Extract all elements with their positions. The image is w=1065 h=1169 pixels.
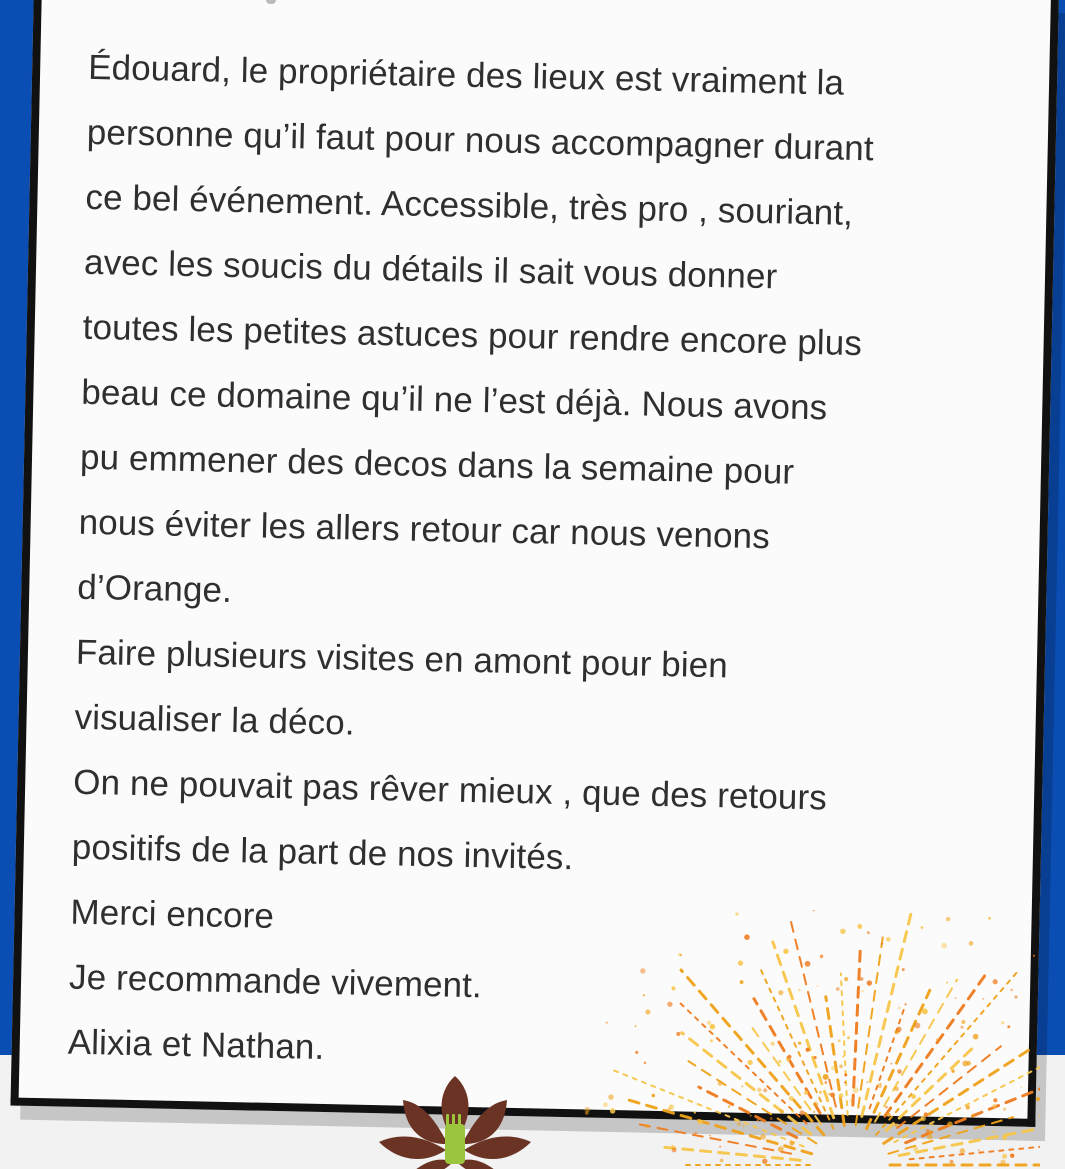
- review-line: nous éviter les allers retour car nous venons: [78, 502, 771, 557]
- review-line: Faire plusieurs visites en amont pour bien: [75, 632, 729, 686]
- review-line: ce bel événement. Accessible, très pro , souriant,: [85, 177, 854, 233]
- review-line: personne qu’il faut pour nous accompagner durant: [86, 112, 875, 169]
- review-line: Merci encore: [70, 892, 275, 936]
- review-card: [10, 0, 1058, 1127]
- review-line: Édouard, le propriétaire des lieux est vraiment la: [87, 47, 845, 103]
- review-text-block: [67, 35, 1049, 1095]
- review-line: positifs de la part de nos invités.: [71, 827, 574, 878]
- review-line: pu emmener des decos dans la semaine pour: [79, 437, 795, 492]
- review-line: toutes les petites astuces pour rendre encore plus: [82, 307, 863, 364]
- review-line: d’Orange.: [76, 567, 233, 610]
- review-line: Je recommande vivement.: [68, 957, 483, 1006]
- review-line: Alixia et Nathan.: [67, 1022, 325, 1068]
- review-line: On ne pouvait pas rêver mieux , que des retours: [72, 762, 828, 818]
- review-line: avec les soucis du détails il sait vous donner: [83, 242, 778, 297]
- review-line: beau ce domaine qu’il ne l’est déjà. Nous avons: [81, 372, 828, 428]
- review-line: visualiser la déco.: [74, 697, 356, 743]
